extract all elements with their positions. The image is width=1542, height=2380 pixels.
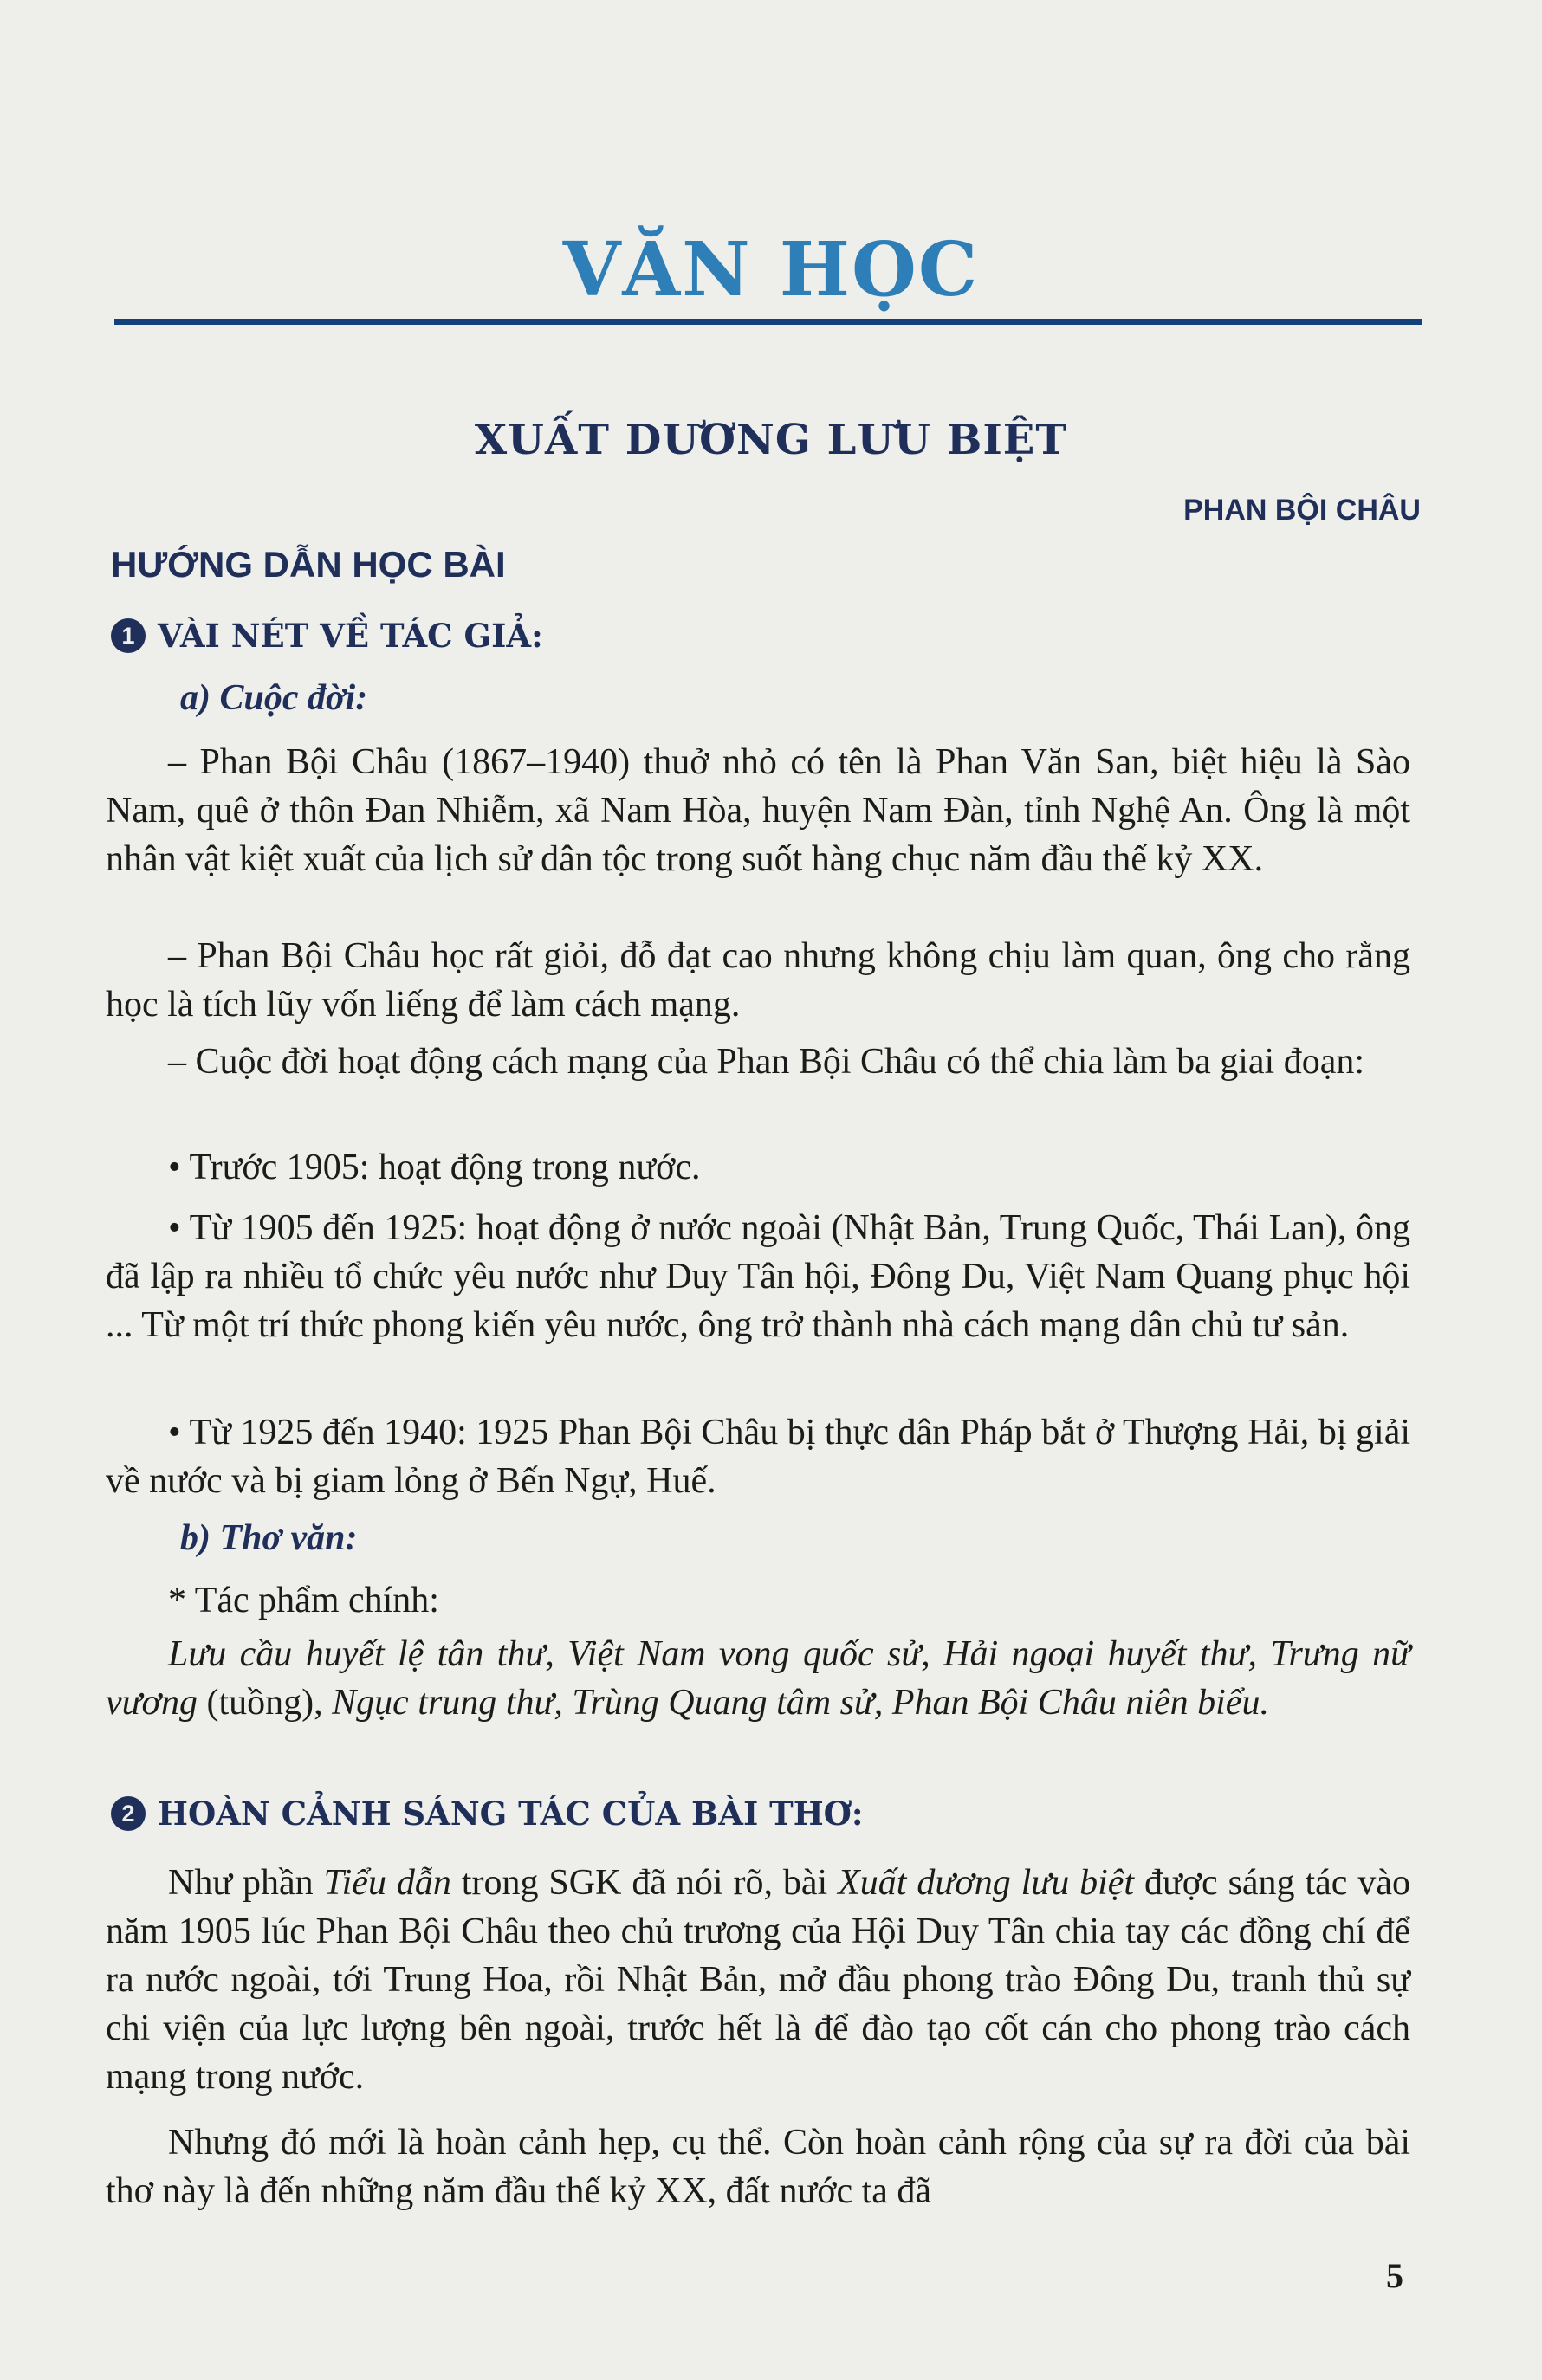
- text-run: được sáng tác vào năm 1905 lúc Phan Bội Châu theo chủ trương của Hội Duy Tân chia tay các đồng chí để ra nước ngoài, tới Trung Hoa, rồi Nhật Bản, mở đầu phong trào Đông Du, tranh thủ sự chi viện của lực lượng bên ngoài, trước hết là để đào tạo cốt cán cho phong trào cách mạng trong nước.: [106, 1863, 1410, 2097]
- genre-note: (tuồng),: [197, 1683, 333, 1723]
- paragraph: – Phan Bội Châu học rất giỏi, đỗ đạt cao nhưng không chịu làm quan, ông cho rằng học là tích lũy vốn liếng để làm cách mạng.: [106, 936, 1410, 1025]
- paragraph: – Phan Bội Châu (1867–1940) thuở nhỏ có tên là Phan Văn San, biệt hiệu là Sào Nam, quê ở thôn Đan Nhiễm, xã Nam Hòa, huyện Nam Đàn, tỉnh Nghệ An. Ông là một nhân vật kiệt xuất của lịch sử dân tộc trong suốt hàng chục năm đầu thế kỷ XX.: [106, 742, 1410, 879]
- number-badge: 2: [111, 1796, 146, 1831]
- works-list: [106, 1630, 1410, 1727]
- work-titles: Lưu cầu huyết lệ tân thư, Việt Nam vong quốc sử, Hải ngoại huyết thư, Trưng nữ vương: [106, 1634, 1410, 1723]
- list-item: • Trước 1905: hoạt động trong nước.: [168, 1148, 701, 1187]
- text-run: Xuất dương lưu biệt: [838, 1863, 1135, 1903]
- text-run: trong SGK đã nói rõ, bài: [450, 1863, 839, 1903]
- list-item: • Từ 1905 đến 1925: hoạt động ở nước ngoài (Nhật Bản, Trung Quốc, Thái Lan), ông đã lập ra nhiều tổ chức yêu nước như Duy Tân hội, Đông Du, Việt Nam Quang phục hội ... Từ một trí thức phong kiến yêu nước, ông trở thành nhà cách mạng dân chủ tư sản.: [106, 1208, 1410, 1345]
- paragraph: [106, 1859, 1410, 2101]
- text-run: Như phần: [168, 1863, 324, 1903]
- work-titles: Ngục trung thư, Trùng Quang tâm sử, Phan Bội Châu niên biểu.: [332, 1683, 1269, 1723]
- study-guide-label: HƯỚNG DẪN HỌC BÀI: [111, 544, 506, 585]
- subheading-life: a) Cuộc đời:: [180, 678, 368, 718]
- paragraph: – Cuộc đời hoạt động cách mạng của Phan Bội Châu có thể chia làm ba giai đoạn:: [168, 1042, 1365, 1082]
- heading-underline: [114, 319, 1422, 325]
- section-title: HOÀN CẢNH SÁNG TÁC CỦA BÀI THƠ:: [158, 1795, 864, 1833]
- paragraph: * Tác phẩm chính:: [168, 1581, 439, 1620]
- poem-title: XUẤT DƯƠNG LƯU BIỆT: [474, 416, 1068, 464]
- author-name: PHAN BỘI CHÂU: [1183, 494, 1421, 527]
- number-badge: 1: [111, 618, 146, 653]
- section-2-heading: [111, 1795, 864, 1833]
- paragraph: Nhưng đó mới là hoàn cảnh hẹp, cụ thể. Còn hoàn cảnh rộng của sự ra đời của bài thơ này là đến những năm đầu thế kỷ XX, đất nước ta đã: [106, 2123, 1410, 2211]
- list-item: • Từ 1925 đến 1940: 1925 Phan Bội Châu bị thực dân Pháp bắt ở Thượng Hải, bị giải về nước và bị giam lỏng ở Bến Ngự, Huế.: [106, 1413, 1410, 1501]
- subheading-works: b) Thơ văn:: [180, 1518, 358, 1558]
- subject-heading: VĂN HỌC: [562, 226, 980, 314]
- section-1-heading: [111, 617, 543, 655]
- section-title: VÀI NÉT VỀ TÁC GIẢ:: [158, 617, 543, 655]
- text-run: Tiểu dẫn: [323, 1863, 451, 1903]
- page-number: 5: [1386, 2256, 1403, 2295]
